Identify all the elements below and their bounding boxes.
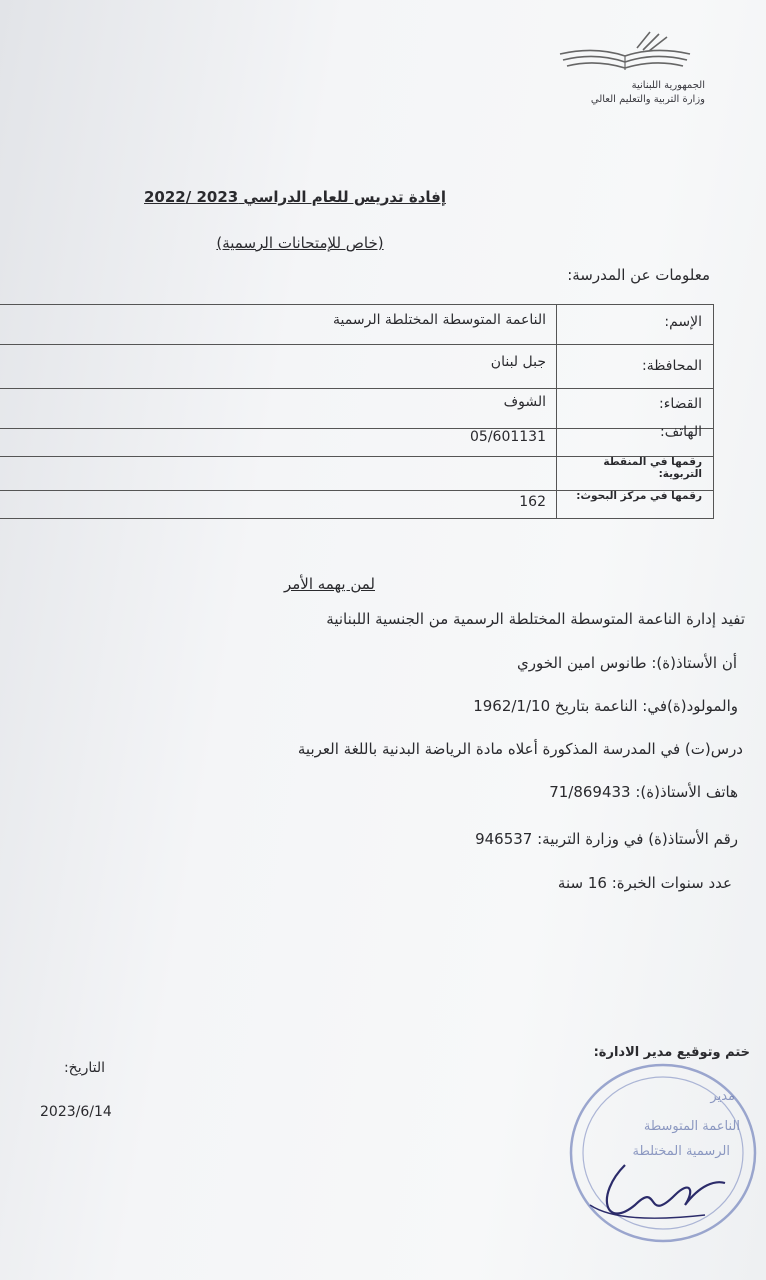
document-subtitle: (خاص للإمتحانات الرسمية) bbox=[216, 234, 384, 252]
school-info-table bbox=[0, 304, 714, 519]
svg-text:مدير: مدير bbox=[710, 1089, 735, 1104]
value-name: الناعمة المتوسطة المختلطة الرسمية bbox=[333, 312, 546, 328]
body-line-3: والمولود(ة)في: الناعمة بتاريخ 1962/1/10 bbox=[473, 697, 738, 715]
svg-text:الناعمة المتوسطة: الناعمة المتوسطة bbox=[643, 1119, 740, 1134]
value-research-center-number: 162 bbox=[519, 494, 546, 510]
label-governorate: المحافظة: bbox=[642, 358, 702, 374]
label-name: الإسم: bbox=[664, 314, 702, 330]
ministry-logo-icon bbox=[555, 28, 695, 78]
value-phone: 05/601131 bbox=[470, 429, 546, 445]
school-info-heading: معلومات عن المدرسة: bbox=[567, 266, 710, 284]
document-title: إفادة تدريس للعام الدراسي 2023 /2022 bbox=[144, 188, 446, 206]
body-line-6: رقم الأستاذ(ة) في وزارة التربية: 946537 bbox=[475, 830, 738, 848]
addressee: لمن يهمه الأمر bbox=[283, 575, 375, 593]
value-governorate: جبل لبنان bbox=[490, 354, 546, 370]
letterhead-line1: الجمهورية اللبنانية bbox=[631, 80, 705, 91]
label-research-center-number: رقمها في مركز البحوث: bbox=[576, 490, 702, 502]
label-edu-zone-number: رقمها في المنقطة التربوية: bbox=[603, 456, 702, 480]
table-border bbox=[0, 388, 714, 389]
date-label: التاريخ: bbox=[63, 1060, 105, 1076]
table-border bbox=[713, 304, 714, 519]
date-value: 2023/6/14 bbox=[40, 1104, 112, 1120]
body-line-2: أن الأستاذ(ة): طانوس امين الخوري bbox=[517, 654, 737, 672]
table-border bbox=[0, 518, 714, 519]
body-line-5: هاتف الأستاذ(ة): 71/869433 bbox=[549, 783, 738, 801]
svg-text:الرسمية المختلطة: الرسمية المختلطة bbox=[632, 1144, 730, 1159]
table-border bbox=[0, 344, 714, 345]
official-stamp bbox=[565, 1055, 760, 1250]
table-border bbox=[0, 304, 714, 305]
table-border bbox=[556, 304, 557, 519]
value-district: الشوف bbox=[503, 394, 546, 410]
body-line-1: تفيد إدارة الناعمة المتوسطة المختلطة الرسمية من الجنسية اللبنانية bbox=[326, 610, 745, 628]
signature-label: ختم وتوقيع مدير الادارة: bbox=[593, 1045, 750, 1060]
body-line-4: درس(ت) في المدرسة المذكورة أعلاه مادة الرياضة البدنية باللغة العربية bbox=[297, 740, 743, 758]
label-phone: الهاتف: bbox=[660, 424, 702, 440]
letterhead-line2: وزارة التربية والتعليم العالي bbox=[590, 94, 705, 105]
body-line-7: عدد سنوات الخبرة: 16 سنة bbox=[557, 874, 732, 892]
label-district: القضاء: bbox=[659, 396, 702, 412]
